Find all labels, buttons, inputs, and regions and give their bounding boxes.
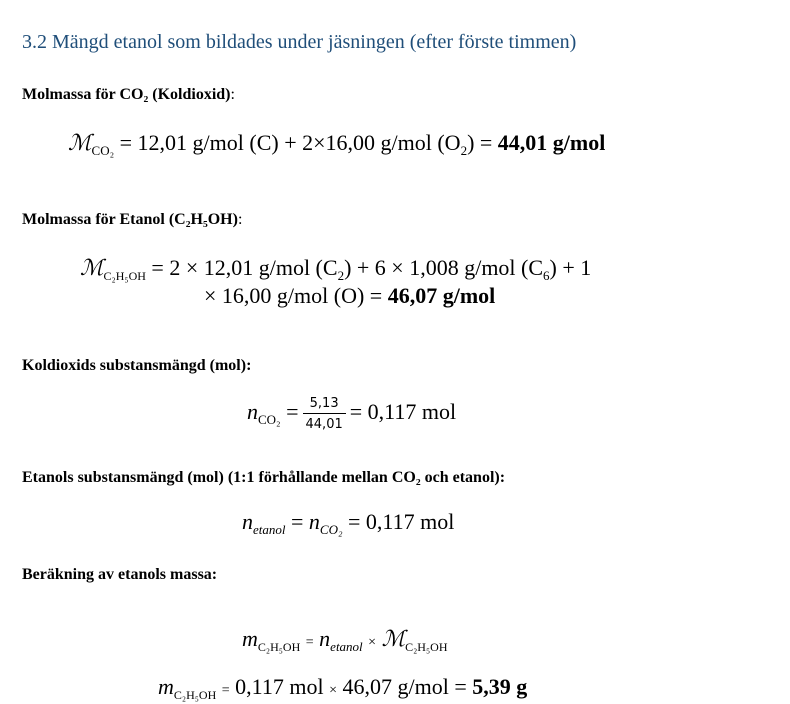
co2-molar-equation: [68, 130, 605, 156]
co2-molar-label: Molmassa för CO₂ (Koldioxid): [22, 86, 231, 103]
co2-expression-end: ) =: [467, 130, 498, 155]
symbol-subscript: etanol: [330, 639, 363, 654]
ethanol-moles-equation: [242, 509, 454, 535]
o-subscript: 2: [460, 143, 468, 158]
n-symbol: n: [247, 399, 258, 425]
molar-mass-symbol: ℳ: [68, 131, 92, 156]
co2-molar-colon: :: [230, 86, 235, 103]
ethanol-line1-b: ) + 6 × 1,008 g/mol (C: [344, 255, 544, 280]
times-sign: ×: [368, 635, 377, 650]
equals-sign: =: [221, 683, 230, 698]
co2-expression: = 12,01 g/mol (C) + 2×16,00 g/mol (O: [119, 130, 461, 155]
ethanol-mass-label: Beräkning av etanols massa:: [22, 566, 218, 583]
co2-molar-result: 44,01 g/mol: [497, 130, 606, 155]
co2-molar-label-row: [22, 86, 235, 104]
m-symbol: m: [158, 674, 174, 699]
c-subscript: 2: [337, 268, 345, 283]
ethanol-moles-label: Etanols substansmängd (mol) (1:1 förhållande mellan CO₂ och etanol):: [22, 469, 506, 486]
equals-sign: =: [286, 399, 299, 425]
ethanol-line1-c: ) + 1: [549, 255, 592, 280]
ethanol-mass-result: 5,39 g: [472, 674, 528, 699]
ethanol-line2: × 16,00 g/mol (O) =: [204, 283, 388, 308]
ethanol-molar-equation-line1: [80, 255, 591, 281]
symbol-subscript: CO₂: [91, 143, 115, 158]
co2-moles-label: Koldioxids substansmängd (mol):: [22, 357, 252, 374]
fraction-denominator: 44,01: [305, 417, 343, 432]
equals-sign: =: [305, 635, 314, 650]
symbol-subscript: C₂H₅OH: [405, 640, 448, 654]
symbol-subscript: CO₂: [258, 412, 281, 428]
fraction-numerator: 5,13: [303, 396, 346, 414]
co2-moles-result: = 0,117 mol: [349, 399, 457, 425]
n-symbol: n: [242, 509, 253, 534]
symbol-subscript: C₂H₅OH: [257, 640, 301, 654]
co2-moles-equation: [247, 396, 456, 432]
ethanol-mass-formula: [242, 626, 447, 652]
n-symbol: n: [319, 626, 331, 651]
molar-mass-symbol: ℳ: [80, 256, 104, 281]
ethanol-molar-label: Molmassa för Etanol (C₂H₅OH): [22, 211, 238, 228]
ethanol-molar-label-row: [22, 211, 242, 229]
n-symbol-co2: n: [308, 509, 320, 534]
ethanol-molar-equation-line2: [204, 283, 495, 309]
ethanol-molar-result: 46,07 g/mol: [387, 283, 496, 308]
molar-mass-symbol: ℳ: [381, 627, 406, 652]
m-symbol: m: [242, 626, 258, 651]
symbol-subscript: etanol: [253, 522, 286, 537]
molar-mass-value: 46,07 g/mol =: [342, 674, 473, 699]
symbol-subscript: C₂H₅OH: [173, 688, 217, 702]
times-sign: ×: [329, 683, 337, 698]
equals-sign: =: [291, 509, 304, 534]
symbol-subscript: CO₂: [319, 522, 343, 537]
c-subscript: 6: [543, 268, 550, 283]
fraction: [303, 396, 346, 432]
section-heading: 3.2 Mängd etanol som bildades under jäsningen (efter förste timmen): [22, 31, 577, 53]
ethanol-moles-result: = 0,117 mol: [348, 509, 455, 534]
ethanol-molar-colon: :: [237, 211, 243, 228]
ethanol-line1-a: = 2 × 12,01 g/mol (C: [151, 255, 338, 280]
symbol-subscript: C₂H₅OH: [103, 269, 146, 283]
moles-value: 0,117 mol: [235, 674, 324, 699]
ethanol-mass-calculation: [158, 674, 527, 700]
